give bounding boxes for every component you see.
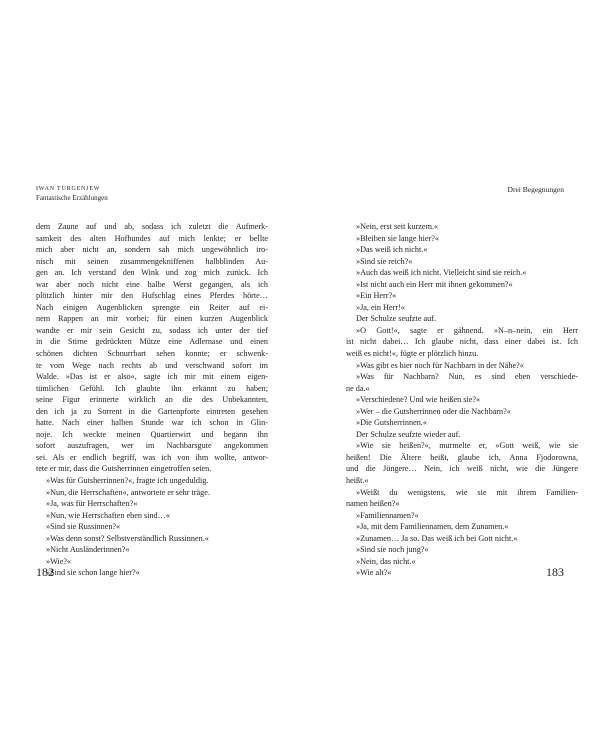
text-line: heißt.«: [346, 476, 369, 486]
text-line: »Bleiben sie lange hier?«: [356, 233, 439, 243]
text-line: in die Stirne gedrückten Mütze eine Adlernase und einen: [36, 337, 268, 347]
text-line: »Wie alt?«: [356, 568, 392, 578]
left-page-number: 182: [36, 565, 54, 579]
text-line: ist nicht dabei… Ich glaube nicht, dass einer dabei ist. Ich: [346, 337, 578, 347]
text-line: Der Schulze seufzte auf.: [356, 314, 437, 324]
text-line: »Weißt du wenigstens, wie sie mit ihrem Familien-: [356, 487, 578, 497]
text-line: seine Figur erinnerte wirklich an die des Unbekannten,: [36, 395, 268, 405]
text-line: »Ein Herr?«: [356, 291, 397, 301]
text-line: »Was gibt es hier noch für Nachbarn in der Nähe?«: [356, 360, 524, 370]
text-line: »Auch das weiß ich nicht. Vielleicht sind sie reich.«: [356, 268, 527, 278]
text-line: »Ja, ein Herr!«: [356, 302, 405, 312]
text-line: mich aber nicht an, sondern sah mich ungewöhnlich iro-: [36, 245, 268, 255]
text-line: »Wie?«: [46, 556, 72, 566]
right-page-number: 183: [546, 565, 564, 579]
text-line: »Sind sie reich?«: [356, 256, 413, 266]
text-line: Der Schulze seufzte wieder auf.: [356, 429, 461, 439]
text-line: »Nicht Ausländerinnen?«: [46, 545, 130, 555]
text-line: »Nun, die Herrschaften«, antwortete er sehr träge.: [46, 487, 210, 497]
text-line: weiß es nicht!«, fügte er plötzlich hinzu.: [346, 349, 479, 359]
text-line: wandte er mir sein Gesicht zu, sodass ich unter der tief: [36, 325, 268, 335]
left-page-text: [36, 221, 268, 579]
text-line: sofort auszufragen, wer im Nachbarsgute angekommen: [36, 441, 268, 451]
text-line: »Nun, wie Herrschaften eben sind…«: [46, 510, 170, 520]
left-running-header: [36, 185, 108, 203]
text-line: »Nein, das nicht.«: [356, 556, 416, 566]
text-line: »Was denn sonst? Selbstverständlich Russinnen.«: [46, 533, 209, 543]
text-line: tümlichen Gefühl. Ich glaubte ihn erkannt zu haben;: [36, 383, 268, 393]
text-line: sei. Als er endlich begriff, was ich von ihm wollte, antwor-: [36, 452, 268, 462]
text-line: »Nein, erst seit kurzem.«: [356, 222, 439, 231]
text-line: »Sind sie schon lange hier?«: [46, 568, 140, 578]
text-line: »Das weiß ich nicht.«: [356, 245, 428, 255]
text-line: heißen! Die Ältere heißt, glaube ich, Anna Fjodorowna,: [346, 452, 578, 462]
text-line: »Verschiedene? Und wie heißen sie?«: [356, 395, 481, 405]
text-line: Walde. »Das ist er also«, sagte ich mir mit einem eigen-: [36, 372, 268, 382]
text-line: Nach einigen Augenblicken sprengte ein Reiter auf ei-: [36, 302, 268, 312]
text-line: »Zunamen… Ja so. Das weiß ich bei Gott nicht.«: [356, 533, 518, 543]
text-line: »O Gott!«, sagte er gähnend. »N–n–nein, ein Herr: [356, 325, 578, 335]
text-line: »Ja, mit dem Familiennamen, dem Zunamen.«: [356, 522, 509, 532]
right-running-header: Drei Begegnungen: [507, 185, 564, 194]
text-line: den ich ja zu Sorrent in die Gartenpforte eintreten gesehen: [36, 406, 268, 416]
text-line: nem Rappen an mir vorbei; für einen kurzen Augenblick: [36, 314, 268, 324]
text-line: »Sind sie Russinnen?«: [46, 522, 121, 532]
text-line: samkeit des alten Hofhundes auf mich lenkte; er bellte: [36, 233, 268, 243]
text-line: »Wie sie heißen?«, murmelte er, »Gott weiß, wie sie: [356, 441, 578, 451]
text-line: hatte. Nach einer halben Stunde war ich schon in Glin-: [36, 418, 268, 428]
text-line: war aber noch nicht eine halbe Werst gegangen, als ich: [36, 279, 268, 289]
right-page-text: [346, 221, 578, 579]
text-line: te vom Wege nach rechts ab und verschwand sofort im: [36, 360, 268, 370]
text-line: »Ist nicht auch ein Herr mit ihnen gekommen?«: [356, 279, 513, 289]
text-line: »Was für Gutsherrinnen?«, fragte ich ungeduldig.: [46, 476, 209, 486]
text-line: schönen dichten Schnurrbart sehen konnte; er schwenk-: [36, 349, 268, 359]
text-line: »Die Gutsherrinnen.«: [356, 418, 427, 428]
text-line: tete er mir, dass die Gutsherrinnen eingetroffen seien.: [36, 464, 212, 474]
text-line: gen an. Ich verstand den Wink und zog mich zurück. Ich: [36, 268, 268, 278]
text-line: »Familiennamen?«: [356, 510, 419, 520]
text-line: dem Zaune auf und ab, sodass ich zuletzt die Aufmerk-: [36, 222, 268, 231]
text-line: namen heißen?«: [346, 499, 400, 509]
header-author: IWAN TURGENJEW: [36, 186, 101, 192]
text-line: nisch mit seinen zusammengekniffenen halbblinden Au-: [36, 256, 268, 266]
text-line: »Was für Nachbarn? Nun, es sind eben verschiede-: [356, 372, 578, 382]
text-line: ne da.«: [346, 383, 370, 393]
text-line: plötzlich hinter mir den Hufschlag eines Pferdes hörte…: [36, 291, 268, 301]
text-line: »Sind sie noch jung?«: [356, 545, 429, 555]
text-line: noje. Ich weckte meinen Quartierwirt und begann ihn: [36, 429, 268, 439]
text-line: »Ja, was für Herrschaften?«: [46, 499, 138, 509]
text-line: und die Jüngere… Nein, ich weiß nicht, wie die Jüngere: [346, 464, 578, 474]
text-line: »Wer – die Gutsherrinnen oder die Nachbarn?«: [356, 406, 511, 416]
header-book-title: Fantastische Erzählungen: [36, 194, 108, 202]
